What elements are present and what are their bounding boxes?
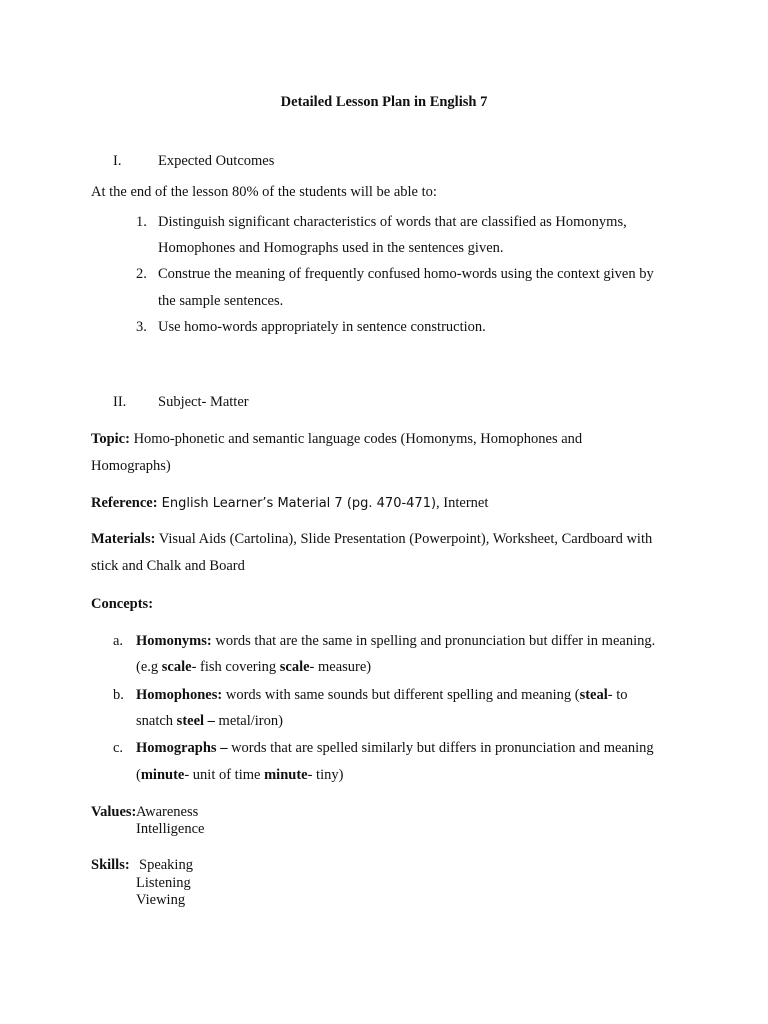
concept-c-meaning-2: - tiny) — [307, 767, 344, 783]
concept-a-line-2 — [136, 660, 371, 675]
outcome-3-line-1: Use homo-words appropriately in sentence construction. — [158, 319, 486, 335]
concept-a-word-1: scale — [161, 659, 192, 675]
outcome-number-1: 1. — [136, 214, 147, 230]
concept-letter-c: c. — [113, 740, 124, 756]
concept-a-meaning-1: - fish covering — [191, 659, 280, 675]
skill-item-3: Viewing — [136, 892, 186, 908]
concept-c-meaning-1: - unit of time — [184, 767, 265, 783]
materials-line-2: stick and Chalk and Board — [91, 558, 245, 574]
page-title: Detailed Lesson Plan in English 7 — [280, 94, 488, 110]
section-1-heading: Expected Outcomes — [158, 153, 275, 169]
section-2-heading: Subject- Matter — [158, 394, 249, 410]
concept-letter-b: b. — [113, 687, 124, 703]
concept-c-example-open: ( — [136, 767, 141, 783]
concept-b-word-2: steel – — [176, 713, 215, 729]
concept-a-def: words that are the same in spelling and pronunciation but differ in meaning. — [211, 633, 656, 649]
outcomes-intro: At the end of the lesson 80% of the students will be able to: — [91, 184, 437, 200]
section-1-numeral: I. — [113, 153, 122, 169]
value-item-2: Intelligence — [136, 821, 205, 837]
skills-label: Skills: — [91, 857, 130, 873]
topic-line-2: Homographs) — [91, 458, 171, 474]
skill-item-1: Speaking — [139, 857, 193, 873]
concept-b-example-open: snatch — [136, 713, 177, 729]
concept-c-def: words that are spelled similarly but differs in pronunciation and meaning — [227, 740, 654, 756]
concept-c-line-1 — [136, 741, 654, 756]
concept-b-line-2 — [136, 714, 283, 729]
reference-text: English Learner’s Material 7 (pg. 470-471) — [157, 496, 437, 511]
concept-a-word-2: scale — [279, 659, 310, 675]
skill-item-2: Listening — [136, 875, 191, 891]
values-label: Values: — [91, 804, 137, 820]
outcome-1-line-1: Distinguish significant characteristics of words that are classified as Homonyms, — [158, 214, 627, 230]
materials-label: Materials: — [91, 531, 156, 547]
concepts-label: Concepts: — [91, 596, 154, 612]
values-line-1 — [91, 805, 136, 820]
concept-c-word-1: minute — [140, 767, 185, 783]
outcome-number-3: 3. — [136, 319, 147, 335]
topic-line-1 — [91, 432, 582, 447]
concept-letter-a: a. — [113, 633, 124, 649]
concept-c-line-2 — [136, 768, 343, 783]
outcome-number-2: 2. — [136, 266, 147, 282]
reference-text-2: , Internet — [436, 495, 489, 511]
concept-a-meaning-2: - measure) — [309, 659, 372, 675]
outcome-1-line-2: Homophones and Homographs used in the sentences given. — [158, 240, 504, 256]
concept-b-line-1 — [136, 688, 627, 703]
reference-label: Reference: — [91, 495, 158, 511]
concept-b-def: words with same sounds but different spelling and meaning ( — [222, 687, 580, 703]
concept-a-example-open: (e.g — [136, 659, 162, 675]
concept-c-term: Homographs – — [136, 740, 228, 756]
outcome-2-line-1: Construe the meaning of frequently confused homo-words using the context given by — [158, 266, 654, 282]
concept-a-line-1 — [136, 634, 655, 649]
concept-b-word-1: steal — [579, 687, 608, 703]
concept-b-term: Homophones: — [136, 687, 223, 703]
topic-label: Topic: — [91, 431, 130, 447]
value-item-1: Awareness — [136, 804, 199, 820]
concept-b-meaning-2: metal/iron) — [214, 713, 283, 729]
topic-text: Homo-phonetic and semantic language codes (Homonyms, Homophones and — [129, 431, 583, 447]
materials-text: Visual Aids (Cartolina), Slide Presentation (Powerpoint), Worksheet, Cardboard with — [155, 531, 653, 547]
concept-c-word-2: minute — [264, 767, 308, 783]
concept-a-term: Homonyms: — [136, 633, 212, 649]
materials-line-1 — [91, 532, 652, 547]
section-2-numeral: II. — [113, 394, 127, 410]
concept-b-meaning-1: - to — [607, 687, 628, 703]
reference-line — [91, 496, 488, 511]
outcome-2-line-2: the sample sentences. — [158, 293, 284, 309]
